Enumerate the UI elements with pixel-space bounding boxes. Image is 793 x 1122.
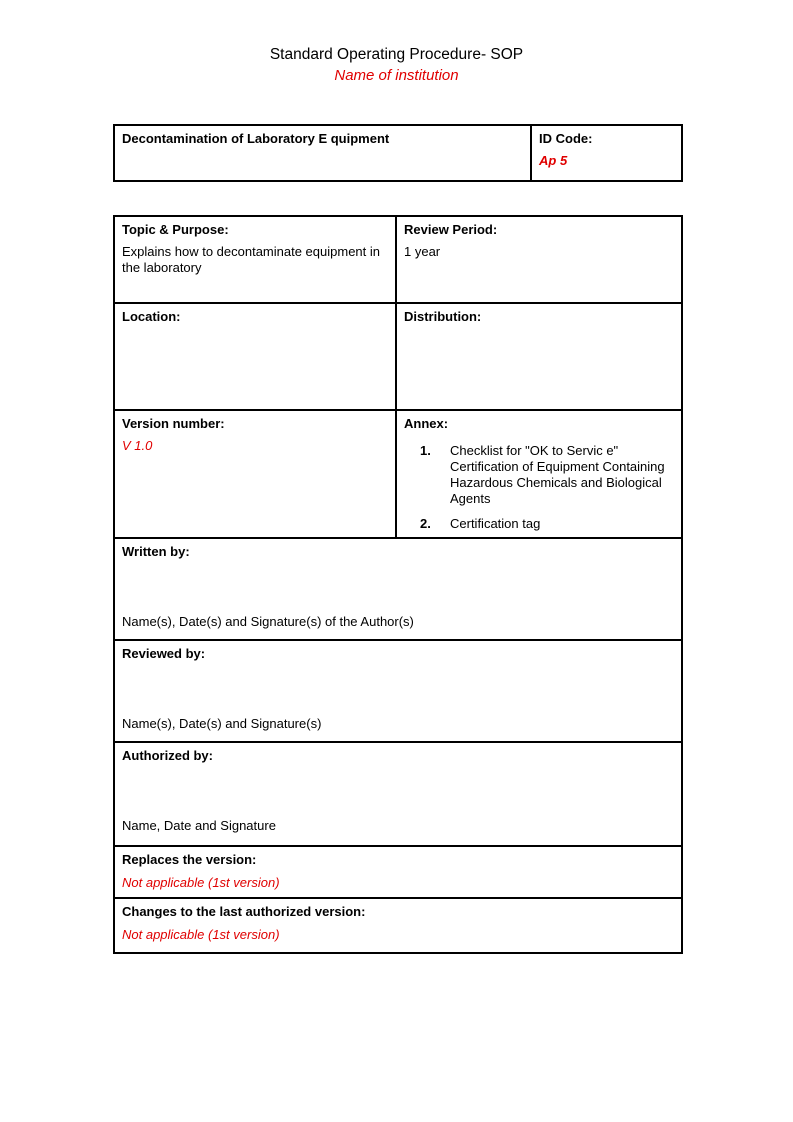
review-period-value: 1 year — [404, 244, 441, 260]
title-id-table — [113, 124, 683, 182]
annex-list — [404, 443, 674, 531]
changes-last-version-cell — [114, 898, 682, 953]
procedure-title: Decontamination of Laboratory E quipment — [122, 130, 390, 146]
changes-last-version-label: Changes to the last authorized version: — [122, 903, 366, 919]
replaces-version-cell — [114, 846, 682, 898]
replaces-version-value: Not applicable (1st version) — [122, 874, 280, 890]
replaces-version-row — [114, 846, 682, 898]
annex-item-text: Certification tag — [450, 515, 541, 531]
annex-item-text: Checklist for "OK to Servic e" Certification of Equipment Containing Hazardous Chemicals and Biological Agents — [450, 443, 665, 507]
id-code-cell — [531, 125, 682, 181]
authorized-by-row — [114, 742, 682, 846]
version-annex-row — [114, 410, 682, 538]
reviewed-by-note: Name(s), Date(s) and Signature(s) — [122, 715, 322, 731]
version-number-label: Version number: — [122, 415, 225, 431]
authorized-by-cell — [114, 742, 682, 846]
id-code-label: ID Code: — [539, 130, 593, 146]
replaces-version-label: Replaces the version: — [122, 851, 257, 867]
reviewed-by-row — [114, 640, 682, 742]
written-by-label: Written by: — [122, 543, 190, 559]
review-period-cell — [396, 216, 682, 303]
page-title: Standard Operating Procedure- SOP — [269, 46, 524, 63]
reviewed-by-label: Reviewed by: — [122, 645, 206, 661]
id-code-value: Ap 5 — [539, 153, 568, 169]
written-by-note: Name(s), Date(s) and Signature(s) of the Author(s) — [122, 613, 414, 629]
authorized-by-note: Name, Date and Signature — [122, 817, 276, 833]
topic-purpose-label: Topic & Purpose: — [122, 221, 229, 237]
location-cell — [114, 303, 396, 410]
review-period-label: Review Period: — [404, 221, 498, 237]
annex-item-number: 2. — [420, 515, 431, 531]
version-number-value: V 1.0 — [122, 438, 153, 454]
annex-cell — [396, 410, 682, 538]
written-by-row — [114, 538, 682, 640]
sop-info-table — [113, 215, 683, 954]
version-number-cell — [114, 410, 396, 538]
topic-purpose-value: Explains how to decontaminate equipment in the laboratory — [122, 244, 380, 276]
procedure-title-cell — [114, 125, 531, 181]
title-id-row — [114, 125, 682, 181]
document-header — [0, 0, 793, 85]
annex-item — [420, 443, 674, 506]
annex-item-number: 1. — [420, 443, 431, 459]
topic-purpose-cell — [114, 216, 396, 303]
annex-label: Annex: — [404, 415, 449, 431]
changes-last-version-row — [114, 898, 682, 953]
annex-item — [420, 516, 674, 532]
location-distribution-row — [114, 303, 682, 410]
reviewed-by-cell — [114, 640, 682, 742]
institution-name: Name of institution — [334, 66, 459, 84]
topic-review-row — [114, 216, 682, 303]
authorized-by-label: Authorized by: — [122, 747, 213, 763]
distribution-label: Distribution: — [404, 308, 482, 324]
changes-last-version-value: Not applicable (1st version) — [122, 926, 280, 942]
location-label: Location: — [122, 308, 181, 324]
distribution-cell — [396, 303, 682, 410]
written-by-cell — [114, 538, 682, 640]
